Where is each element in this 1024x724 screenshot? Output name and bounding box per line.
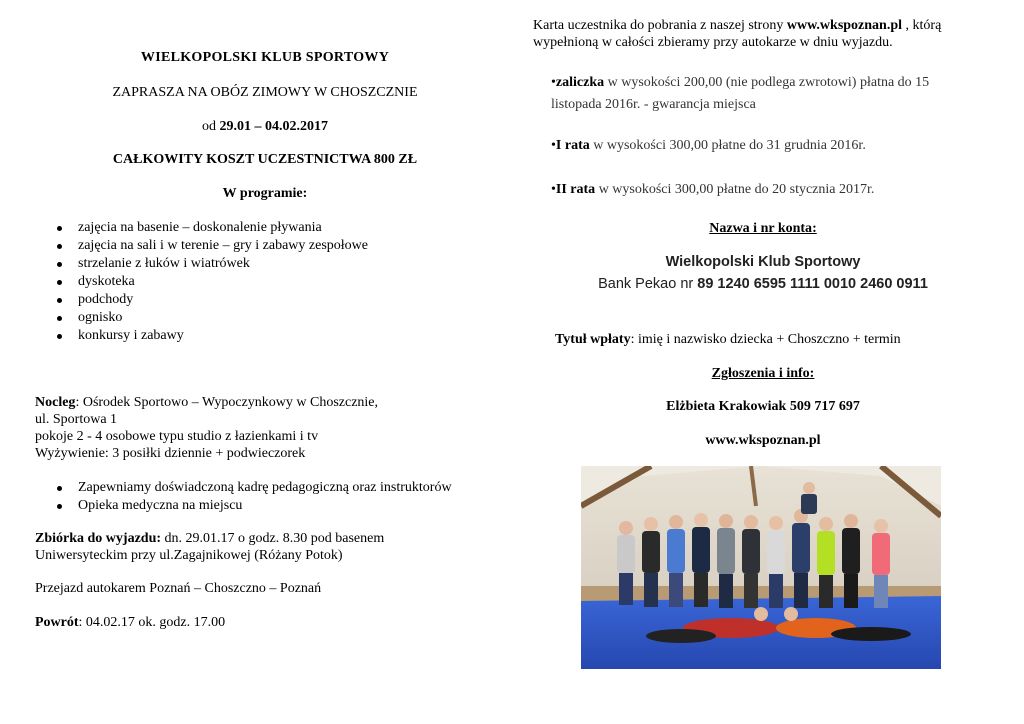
lodging-line (35, 394, 495, 411)
payment-installment-1 (551, 138, 866, 154)
lodging-meals: Wyżywienie: 3 posiłki dziennie + podwieczorek (35, 446, 306, 461)
program-item: ognisko (35, 309, 495, 327)
total-cost: CAŁKOWITY KOSZT UCZESTNICTWA 800 ZŁ (112, 152, 418, 167)
camp-dates (35, 119, 495, 135)
transport-line: Przejazd autokarem Poznań – Choszczno – Poznań (35, 581, 322, 596)
meeting-line-1 (35, 530, 495, 547)
meeting-label: Zbiórka do wyjazdu: (35, 531, 162, 546)
website-link[interactable]: www.wkspoznan.pl (705, 433, 821, 448)
card-text-end: , którą (902, 18, 942, 33)
transfer-label: Tytuł wpłaty (555, 332, 631, 347)
program-item: dyskoteka (35, 273, 495, 291)
card-line-2: wypełnioną w całości zbieramy przy autokarze w dniu wyjazdu. (533, 35, 893, 50)
account-heading-colon: : (812, 221, 817, 236)
transfer-title (555, 332, 901, 348)
group-photo (581, 466, 941, 669)
program-item: zajęcia na sali i w terenie – gry i zabawy zespołowe (35, 237, 495, 255)
contact-person: Elżbieta Krakowiak 509 717 697 (666, 399, 860, 414)
meeting-text: dn. 29.01.17 o godz. 8.30 pod basenem (161, 531, 385, 546)
provides-item: Zapewniamy doświadczoną kadrę pedagogiczną oraz instruktorów (35, 479, 505, 497)
club-title: WIELKOPOLSKI KLUB SPORTOWY (140, 50, 390, 65)
camp-invite: ZAPRASZA NA OBÓZ ZIMOWY W CHOSZCZNIE (112, 85, 418, 100)
lodging-address: ul. Sportowa 1 (35, 412, 118, 427)
return-label: Powrót (35, 615, 79, 630)
bank-account (533, 276, 993, 292)
lodging-text: : Ośrodek Sportowo – Wypoczynkowy w Choszcznie, (75, 395, 379, 410)
installment-1-text: w wysokości 300,00 płatne do 31 grudnia 2016r. (589, 138, 866, 153)
card-website-link[interactable]: www.wkspoznan.pl (786, 18, 903, 33)
card-line-1 (533, 17, 993, 34)
group-photo-image (581, 466, 941, 669)
meeting-line-2: Uniwersyteckim przy ul.Zagajnikowej (Różany Potok) (35, 548, 343, 563)
deposit-line-2: listopada 2016r. - gwarancja miejsca (551, 97, 756, 112)
bullet-icon: • (551, 182, 556, 197)
program-item: strzelanie z łuków i wiatrówek (35, 255, 495, 273)
provides-item: Opieka medyczna na miejscu (35, 497, 505, 515)
lodging-block (35, 394, 495, 462)
installment-2-text: w wysokości 300,00 płatne do 20 stycznia 2017r. (595, 182, 875, 197)
bullet-icon: • (551, 75, 556, 90)
deposit-line-1 (551, 72, 991, 94)
account-heading (533, 221, 993, 237)
lodging-rooms: pokoje 2 - 4 osobowe typu studio z łazienkami i tv (35, 429, 319, 444)
return-text: : 04.02.17 ok. godz. 17.00 (78, 615, 226, 630)
lodging-label: Nocleg (35, 395, 76, 410)
meeting-block (35, 530, 495, 564)
deposit-text: w wysokości 200,00 (nie podlega zwrotowi) płatna do 15 (604, 75, 930, 90)
info-heading-text: Zgłoszenia i info (711, 366, 810, 381)
program-heading: W programie: (222, 186, 308, 201)
bullet-icon: • (551, 138, 556, 153)
installment-2-label: II rata (555, 182, 596, 197)
participant-card-info (533, 17, 993, 51)
return-line (35, 615, 225, 631)
dates-prefix: od (202, 119, 220, 134)
program-item: zajęcia na basenie – doskonalenie pływania (35, 219, 495, 237)
bank-number: 89 1240 6595 1111 0010 2460 0911 (697, 276, 928, 292)
installment-1-label: I rata (555, 138, 590, 153)
card-text: Karta uczestnika do pobrania z naszej strony (533, 18, 787, 33)
account-name: Wielkopolski Klub Sportowy (665, 254, 861, 270)
transfer-text: : imię i nazwisko dziecka + Choszczno + termin (630, 332, 901, 347)
account-heading-text: Nazwa i nr konta (709, 221, 813, 236)
dates-value: 29.01 – 04.02.2017 (219, 119, 328, 134)
info-heading (533, 366, 993, 382)
bank-prefix: Bank Pekao nr (598, 276, 698, 292)
program-list (35, 219, 495, 345)
deposit-label: zaliczka (555, 75, 605, 90)
program-item: podchody (35, 291, 495, 309)
payment-deposit (551, 72, 991, 116)
program-item: konkursy i zabawy (35, 327, 495, 345)
payment-installment-2 (551, 182, 874, 198)
provides-list (35, 479, 505, 515)
info-heading-colon: : (809, 366, 815, 381)
